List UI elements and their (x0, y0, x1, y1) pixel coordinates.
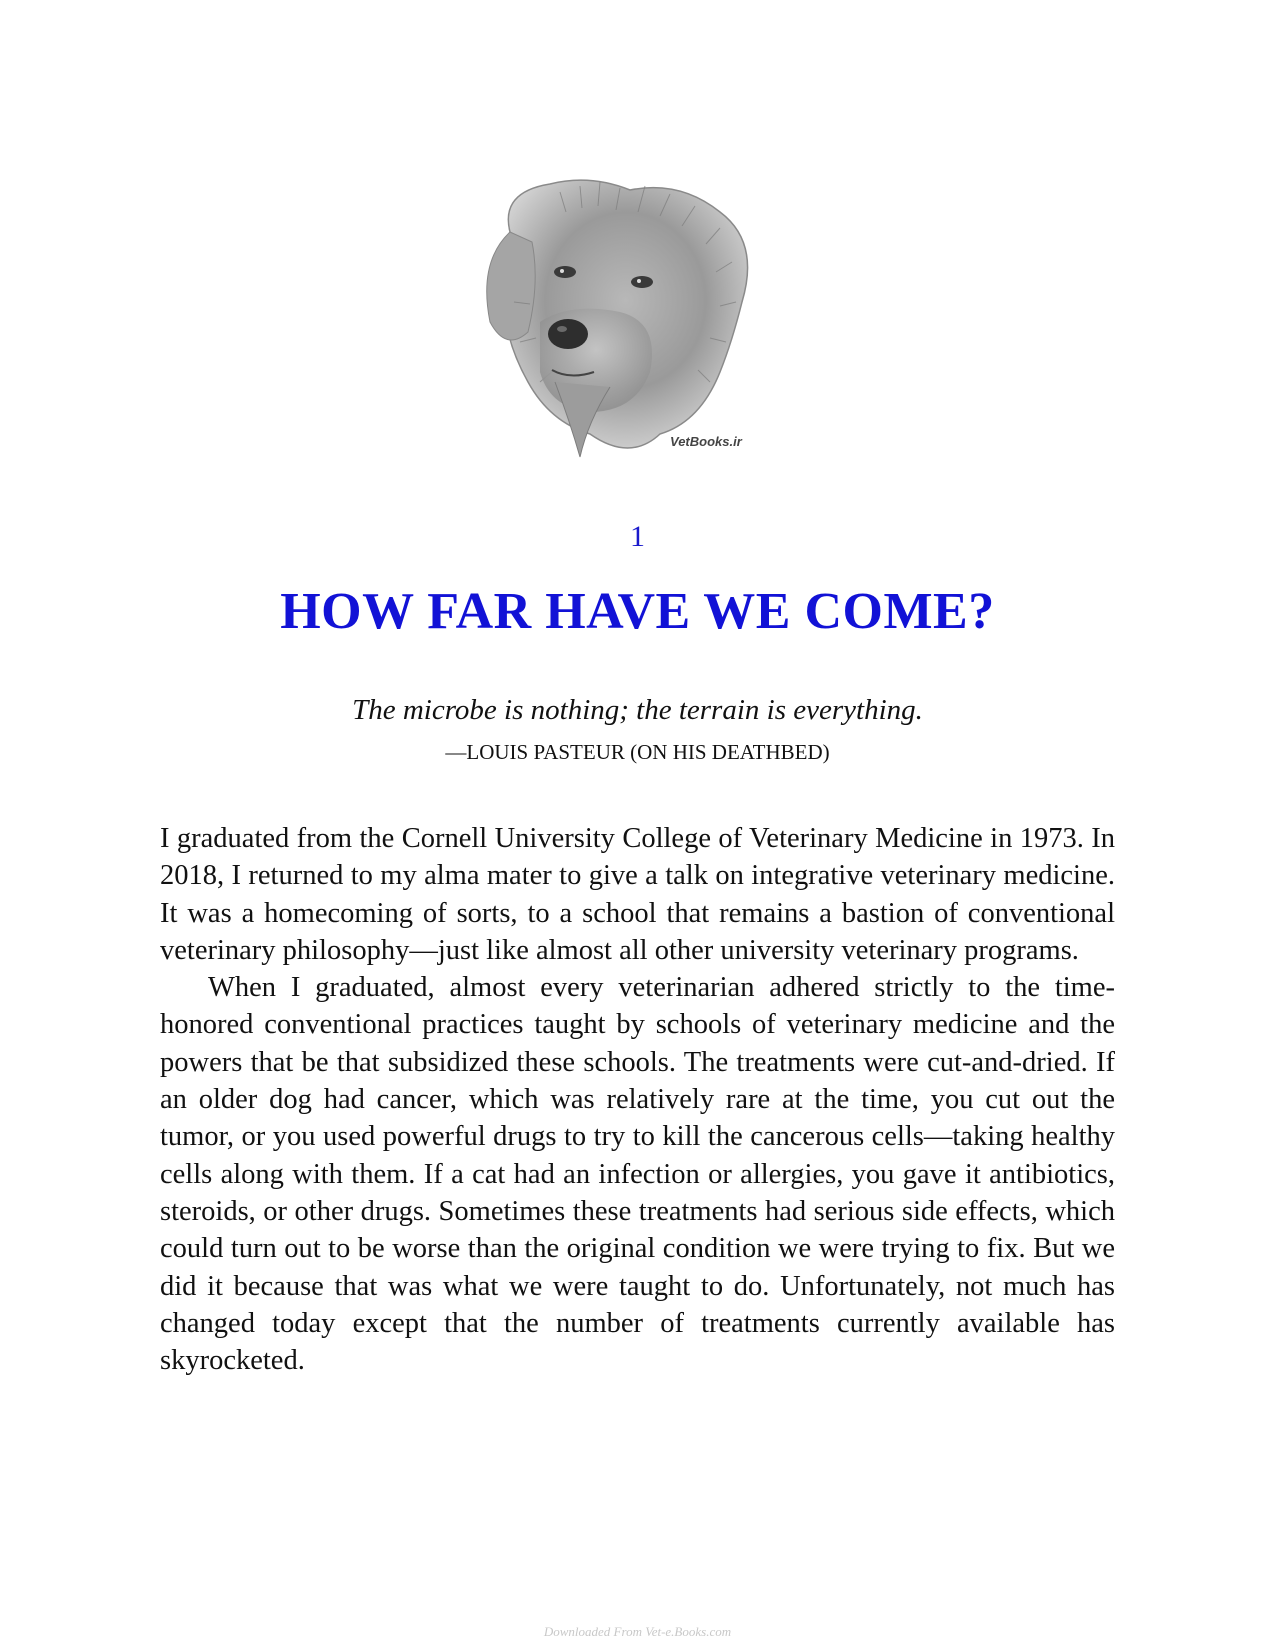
chapter-body (160, 820, 1115, 1379)
chapter-number: 1 (630, 520, 645, 553)
epigraph-attribution: —LOUIS PASTEUR (ON HIS DEATHBED) (445, 740, 830, 764)
dog-portrait-icon (470, 172, 790, 482)
watermark-text: VetBooks.ir (670, 434, 742, 449)
download-watermark: Downloaded From Vet-e.Books.com (543, 1624, 732, 1639)
body-paragraph: When I graduated, almost every veterinarian adhered strictly to the time-honored conventional practices taught by schools of veterinary medicine and the powers that be that subsidized these schools. The treatments were cut-and-dried. If an older dog had cancer, which was relatively rare at the time, you cut out the tumor, or you used powerful drugs to try to kill the cancerous cells—taking healthy cells along with them. If a cat had an infection or allergies, you gave it antibiotics, steroids, or other drugs. Sometimes these treatments had serious side effects, which could turn out to be worse than the original condition we were trying to fix. But we did it because that was what we were taught to do. Unfortunately, not much has changed today except that the number of treatments currently available has skyrocketed. (160, 972, 1115, 1377)
epigraph-quote: The microbe is nothing; the terrain is everything. (352, 694, 923, 726)
body-paragraph: I graduated from the Cornell University College of Veterinary Medicine in 1973. In 2018, I returned to my alma mater to give a talk on integrative veterinary medicine. It was a homecoming of sorts, to a school that remains a bastion of conventional veterinary philosophy—just like almost all other university veterinary programs. (160, 823, 1115, 966)
chapter-title: HOW FAR HAVE WE COME? (280, 583, 995, 640)
